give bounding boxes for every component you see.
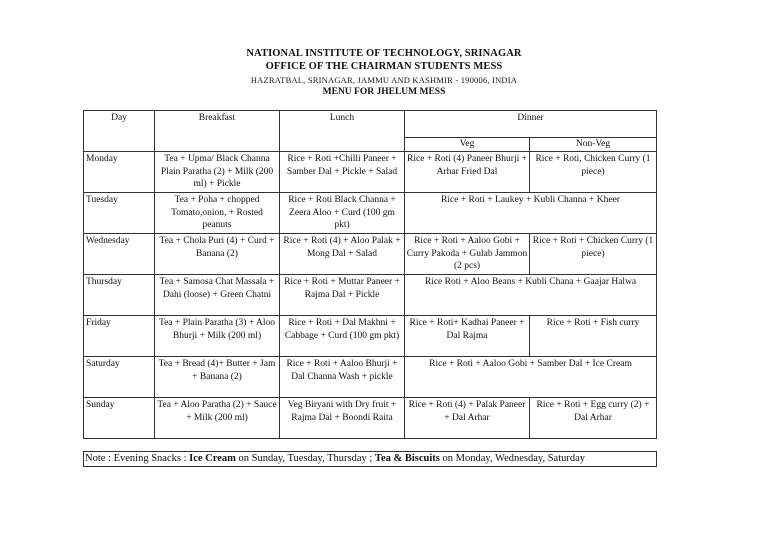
note-ice-cream: Ice Cream	[189, 453, 236, 464]
breakfast-cell: Tea + Upma/ Black Channa Plain Paratha (2) + Milk (200 ml) + Pickle	[155, 151, 280, 192]
table-row	[84, 315, 657, 356]
dinner-nonveg-cell: Rice + Roti, Chicken Curry (1 piece)	[530, 151, 657, 192]
breakfast-cell: Tea + Samosa Chat Massala + Dahi (loose) + Green Chatni	[155, 274, 280, 315]
note-prefix: Note : Evening Snacks :	[85, 453, 190, 464]
dinner-veg-cell: Rice + Roti (4) Paneer Bhurji + Arhar Fried Dal	[405, 151, 530, 192]
breakfast-cell: Tea + Chola Puri (4) + Curd + Banana (2)	[155, 233, 280, 274]
day-cell: Tuesday	[84, 192, 155, 233]
note-tea-biscuits: Tea & Biscuits	[374, 453, 440, 464]
dinner-nonveg-cell: Rice + Roti + Chicken Curry (1 piece)	[530, 233, 657, 274]
breakfast-cell: Tea + Aloo Paratha (2) + Sauce + Milk (200 ml)	[155, 397, 280, 438]
menu-title: MENU FOR JHELUM MESS	[322, 87, 446, 97]
col-header-veg: Veg	[405, 138, 530, 152]
col-header-nonveg: Non-Veg	[530, 138, 657, 152]
day-cell: Wednesday	[84, 233, 155, 274]
col-header-day: Day	[84, 111, 155, 152]
table-row	[84, 356, 657, 397]
lunch-cell: Rice + Roti + Aaloo Bhurji + Dal Channa Wash + pickle	[280, 356, 405, 397]
col-header-breakfast: Breakfast	[155, 111, 280, 152]
dinner-veg-cell: Rice + Roti+ Kadhai Paneer + Dal Rajma	[405, 315, 530, 356]
day-cell: Saturday	[84, 356, 155, 397]
lunch-cell: Rice + Roti + Dal Makhni + Cabbage + Curd (100 gm pkt)	[280, 315, 405, 356]
lunch-cell: Veg Biryani with Dry fruit + Rajma Dal + Boondi Raita	[280, 397, 405, 438]
table-header-row	[84, 111, 657, 138]
note-ice-cream-days: on Sunday, Tuesday, Thursday ;	[235, 453, 375, 464]
day-cell: Thursday	[84, 274, 155, 315]
day-cell: Sunday	[84, 397, 155, 438]
day-cell: Monday	[84, 151, 155, 192]
lunch-cell: Rice + Roti + Muttar Paneer + Rajma Dal + Pickle	[280, 274, 405, 315]
breakfast-cell: Tea + Plain Paratha (3) + Aloo Bhurji + Milk (200 ml)	[155, 315, 280, 356]
breakfast-cell: Tea + Poha + chopped Tomato,onion, + Rosted peanuts	[155, 192, 280, 233]
institute-name: NATIONAL INSTITUTE OF TECHNOLOGY, SRINAGAR	[246, 48, 522, 59]
office-name: OFFICE OF THE CHAIRMAN STUDENTS MESS	[265, 61, 503, 72]
breakfast-cell: Tea + Bread (4)+ Butter + Jam + Banana (2)	[155, 356, 280, 397]
menu-table	[83, 110, 657, 439]
lunch-cell: Rice + Roti Black Channa + Zeera Aloo + Curd (100 gm pkt)	[280, 192, 405, 233]
table-row	[84, 151, 657, 192]
dinner-nonveg-cell: Rice + Roti + Fish curry	[530, 315, 657, 356]
dinner-cell: Rice + Roti + Laukey + Kubli Channa + Kheer	[405, 192, 657, 233]
table-row	[84, 233, 657, 274]
table-row	[84, 192, 657, 233]
dinner-nonveg-cell: Rice + Roti + Egg curry (2) + Dal Arhar	[530, 397, 657, 438]
table-row	[84, 397, 657, 438]
note-tea-days: on Monday, Wednesday, Saturday	[439, 453, 586, 464]
day-cell: Friday	[84, 315, 155, 356]
dinner-veg-cell: Rice + Roti (4) + Palak Paneer + Dal Arhar	[405, 397, 530, 438]
lunch-cell: Rice + Roti +Chilli Paneer + Samber Dal + Pickle + Salad	[280, 151, 405, 192]
col-header-lunch: Lunch	[280, 111, 405, 152]
col-header-dinner: Dinner	[405, 111, 657, 138]
dinner-veg-cell: Rice + Roti + Aaloo Gobi + Curry Pakoda + Gulab Jammon (2 pcs)	[405, 233, 530, 274]
dinner-cell: Rice Roti + Aloo Beans + Kubli Chana + Gaajar Halwa	[405, 274, 657, 315]
address: HAZRATBAL, SRINAGAR, JAMMU AND KASHMIR - 190006, INDIA	[250, 75, 518, 85]
evening-snacks-note	[83, 451, 657, 467]
lunch-cell: Rice + Roti (4) + Aloo Palak + Mong Dal + Salad	[280, 233, 405, 274]
dinner-cell: Rice + Roti + Aaloo Gobi + Samber Dal + Ice Cream	[405, 356, 657, 397]
table-row	[84, 274, 657, 315]
